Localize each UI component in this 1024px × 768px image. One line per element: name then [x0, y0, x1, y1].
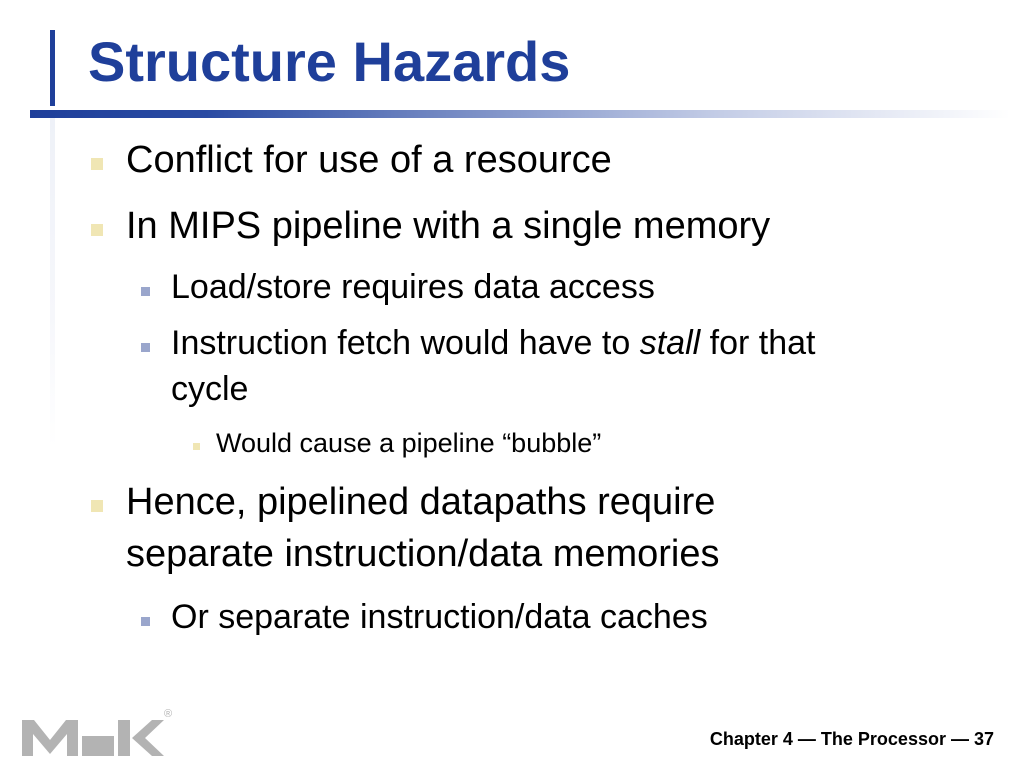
bullet-square-icon: [141, 287, 150, 296]
title-underline-bar: [30, 110, 1010, 118]
bullet-square-icon: [193, 443, 200, 450]
registered-mark: ®: [164, 708, 173, 720]
bullet-load-store: Load/store requires data access: [171, 268, 655, 306]
slide-title: Structure Hazards: [88, 30, 571, 93]
bullet-square-icon: [141, 617, 150, 626]
logo-letter-k-stem: [118, 720, 130, 756]
slide-footer: Chapter 4 — The Processor — 37: [709, 729, 994, 749]
logo-letter-m: [22, 720, 78, 756]
bullet-square-icon: [91, 224, 103, 236]
text-after-stall: for that: [700, 324, 816, 362]
bullet-conflict: Conflict for use of a resource: [126, 139, 612, 181]
logo-letter-k-arm: [132, 720, 164, 756]
bullet-separate-memories-line1: Hence, pipelined datapaths require: [126, 481, 716, 523]
bullet-square-icon: [91, 500, 103, 512]
bullet-instruction-fetch: [171, 320, 815, 412]
bullet-mips-pipeline: In MIPS pipeline with a single memory: [126, 205, 771, 247]
text-before-stall: Instruction fetch would have to: [171, 324, 640, 362]
bullet-pipeline-bubble: Would cause a pipeline “bubble”: [216, 428, 602, 458]
logo-block: [82, 736, 114, 756]
bullet-square-icon: [141, 343, 150, 352]
accent-vertical-bar: [50, 30, 55, 106]
bullet-separate-caches: Or separate instruction/data caches: [171, 598, 708, 636]
accent-vertical-fade: [50, 118, 55, 448]
bullet-separate-memories: [126, 476, 720, 580]
bullet-separate-memories-line2: separate instruction/data memories: [126, 533, 720, 575]
bullet-square-icon: [91, 158, 103, 170]
emphasis-stall: stall: [639, 324, 701, 362]
bullet-instruction-fetch-line1: [171, 320, 815, 366]
bullet-instruction-fetch-line2: cycle: [171, 370, 249, 408]
mk-logo: [20, 706, 180, 760]
